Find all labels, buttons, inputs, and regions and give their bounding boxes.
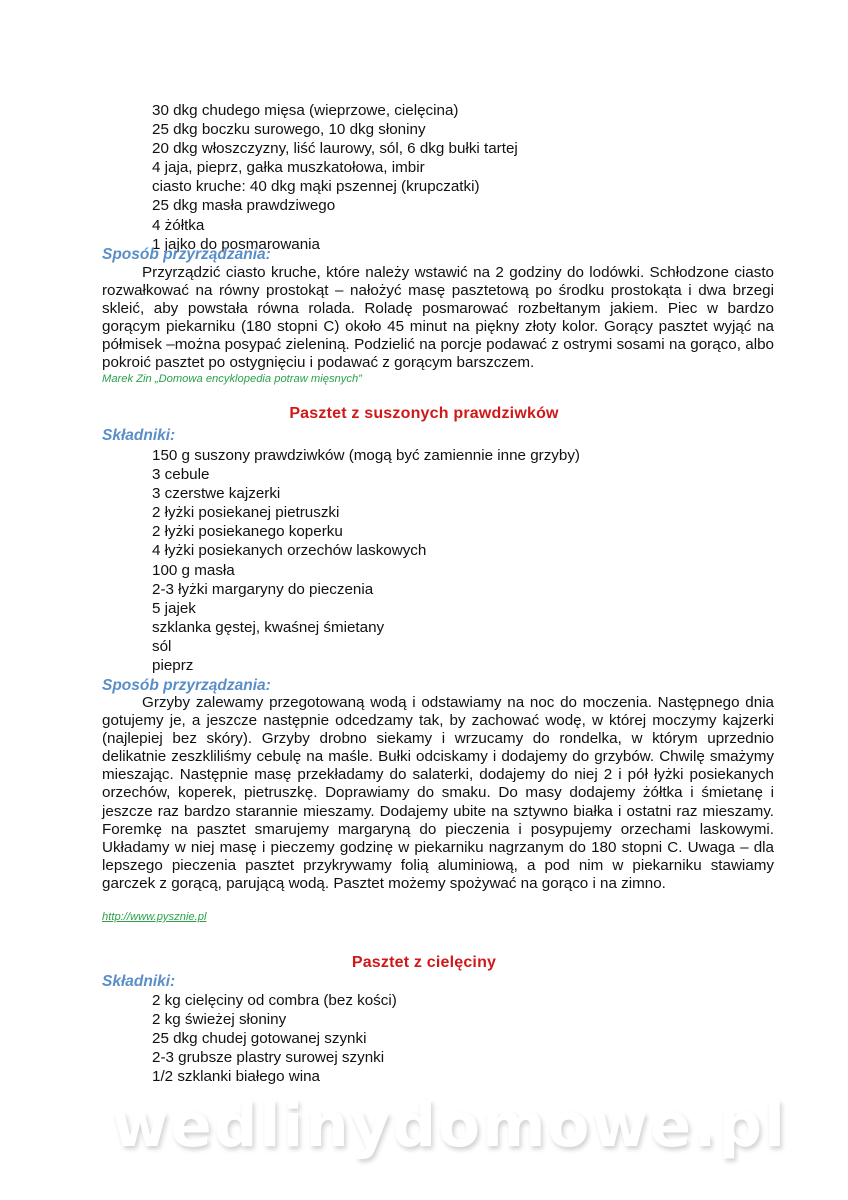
recipe2-method-text xyxy=(102,694,774,893)
ingredient-item: 2 kg świeżej słoniny xyxy=(152,1011,287,1029)
recipe1-method-text xyxy=(102,264,774,373)
ingredient-item: 25 dkg chudej gotowanej szynki xyxy=(152,1030,367,1048)
recipe1-method-body: Przyrządzić ciasto kruche, które należy wstawić na 2 godziny do lodówki. Schłodzone ciasto rozwałkować na równy prostokąt – nałożyć masę pasztetową po środku prostokąta i dwa brzegi skleić, aby powstała równa rolada. Roladę posmarować rozbełtanym jakiem. Piec w bardzo gorącym piekarniku (180 stopni C) około 45 minut na piękny złoty kolor. Gorący pasztet wyjąć na półmisek –można posypać zieleniną. Podzielić na porcje podawać z ostrymi sosami na gorąco, albo pokroić pasztet po ostygnięciu i podawać z gorącym barszczem. xyxy=(102,264,774,372)
ingredient-item: 4 jaja, pieprz, gałka muszkatołowa, imbir xyxy=(152,159,425,177)
ingredient-item: pieprz xyxy=(152,657,194,675)
ingredient-item: 1/2 szklanki białego wina xyxy=(152,1068,321,1086)
recipe2-ingredients-label: Składniki: xyxy=(102,427,176,444)
watermark: wedlinydomowe.pl xyxy=(112,1090,787,1161)
ingredient-item: 2-3 grubsze plastry surowej szynki xyxy=(152,1049,385,1067)
ingredient-item: 3 czerstwe kajzerki xyxy=(152,485,281,503)
recipe2-title: Pasztet z suszonych prawdziwków xyxy=(289,405,559,422)
recipe1-method-label: Sposób przyrządzania: xyxy=(102,246,271,263)
ingredient-item: 150 g suszony prawdziwków (mogą być zamiennie inne grzyby) xyxy=(152,447,580,464)
ingredient-item: 25 dkg boczku surowego, 10 dkg słoniny xyxy=(152,121,426,139)
ingredient-item: 30 dkg chudego mięsa (wieprzowe, cielęcina) xyxy=(152,102,459,119)
recipe2-ingredient-list xyxy=(152,446,580,675)
ingredient-item: 4 łyżki posiekanych orzechów laskowych xyxy=(152,542,427,560)
recipe2-source-link[interactable]: http://www.pysznie.pl xyxy=(102,911,207,923)
ingredient-item: ciasto kruche: 40 dkg mąki pszennej (krupczatki) xyxy=(152,178,480,196)
ingredient-item: 20 dkg włoszczyzny, liść laurowy, sól, 6 dkg bułki tartej xyxy=(152,140,518,158)
ingredient-item: 2 łyżki posiekanego koperku xyxy=(152,523,343,541)
ingredient-item: 100 g masła xyxy=(152,561,235,579)
recipe3-ingredients-label: Składniki: xyxy=(102,973,176,990)
recipe2-method-label: Sposób przyrządzania: xyxy=(102,677,271,694)
ingredient-item: sól xyxy=(152,637,172,655)
ingredient-item: 2 łyżki posiekanej pietruszki xyxy=(152,504,340,522)
ingredient-item: szklanka gęstej, kwaśnej śmietany xyxy=(152,618,385,636)
recipe1-source: Marek Zin „Domowa encyklopedia potraw mięsnych” xyxy=(102,373,362,385)
recipe3-ingredient-list xyxy=(152,991,397,1086)
ingredient-item: 3 cebule xyxy=(152,466,210,484)
ingredient-item: 4 żółtka xyxy=(152,216,205,234)
recipe1-ingredient-list xyxy=(152,101,518,254)
ingredient-item: 2 kg cielęciny od combra (bez kości) xyxy=(152,992,397,1009)
recipe3-title: Pasztet z cielęciny xyxy=(351,954,497,971)
ingredient-item: 1 jajko do posmarowania xyxy=(152,235,321,253)
ingredient-item: 5 jajek xyxy=(152,599,196,617)
ingredient-item: 2-3 łyżki margaryny do pieczenia xyxy=(152,580,374,598)
recipe2-method-body: Grzyby zalewamy przegotowaną wodą i odstawiamy na noc do moczenia. Następnego dnia gotujemy je, a jeszcze następnie odcedzamy tak, by zachować wodę, w której moczymy kajzerki (najlepiej bez skóry). Grzyby drobno siekamy i wrzucamy do rondelka, w którym uprzednio delikatnie zeszkliliśmy cebulę na maśle. Bułki odciskamy i dodajemy do grzybów. Chwilę smażymy mieszając. Następnie masę przekładamy do salaterki, dodajemy do niej 2 i pół łyżki posiekanych orzechów, koperek, pietruszkę. Doprawiamy do smaku. Do masy dodajemy żółtka i śmietanę i jeszcze raz bardzo starannie mieszamy. Dodajemy ubite na sztywno białka i ostatni raz mieszamy. Foremkę na pasztet smarujemy margaryną do pieczenia i posypujemy orzechami laskowymi. Układamy w niej masę i pieczemy godzinę w piekarniku nagrzanym do 180 stopni C. Uwaga – dla lepszego pieczenia pasztet przykrywamy folią aluminiową, a pod nim w piekarniku stawiamy garczek z gorącą, parującą wodą. Pasztet możemy spożywać na gorąco i na zimno. xyxy=(102,694,774,892)
ingredient-item: 25 dkg masła prawdziwego xyxy=(152,197,336,215)
